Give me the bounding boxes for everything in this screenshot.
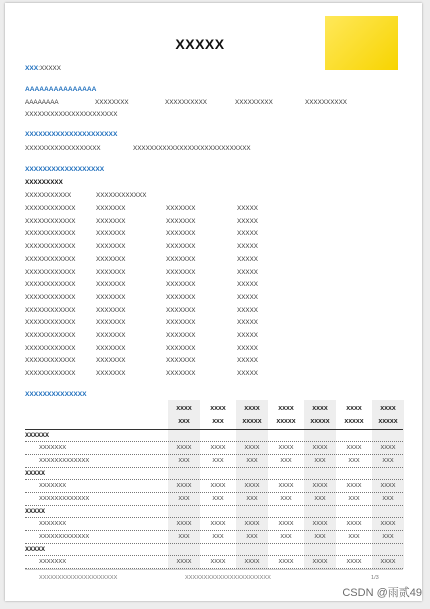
row-label: XXXXXXX xyxy=(39,445,67,451)
table-cell: XXXX xyxy=(176,559,192,565)
table-cell: XXX xyxy=(246,458,258,464)
footer-center: XXXXXXXXXXXXXXXXXXXXXXX xyxy=(185,575,271,581)
schedule-cell: XXXXXXX xyxy=(96,319,126,327)
table-cell: XXXX xyxy=(244,559,260,565)
schedule-cell: XXXXX xyxy=(237,217,258,225)
column-header: XXXX xyxy=(244,406,260,412)
column-header: XXXX xyxy=(312,406,328,412)
section1-line2: XXXXXXXXXXXXXXXXXXXXXX xyxy=(25,111,118,118)
column-header: XXX xyxy=(212,419,224,425)
section1-field-3: XXXXXXXXXX xyxy=(165,99,207,106)
table-cell: XXXX xyxy=(244,483,260,489)
schedule-cell: XXXXXXX xyxy=(166,370,196,378)
column-header: XXXX xyxy=(346,406,362,412)
table-cell: XXX xyxy=(348,534,360,540)
table-cell: XXXX xyxy=(278,559,294,565)
row-divider xyxy=(25,543,403,544)
row-label: XXXXXXXXXXXXX xyxy=(39,458,90,464)
column-header: XXX xyxy=(178,419,190,425)
schedule-cell: XXXXX xyxy=(237,243,258,251)
header-value: XXXXX xyxy=(39,65,61,72)
table-cell: XXXX xyxy=(346,559,362,565)
schedule-cell: XXXXXXX xyxy=(96,243,126,251)
table-cell: XXXX xyxy=(380,483,396,489)
table-cell: XXX xyxy=(382,458,394,464)
group-label: XXXXX xyxy=(25,547,46,553)
section2-right: XXXXXXXXXXXXXXXXXXXXXXXXXXXX xyxy=(133,145,251,152)
schedule-cell: XXXXXXX xyxy=(96,306,126,314)
section1-field-4: XXXXXXXXX xyxy=(235,99,273,106)
table-cell: XXX xyxy=(280,534,292,540)
table-cell: XXXX xyxy=(380,445,396,451)
schedule-cell: XXXXXXXXXXXX xyxy=(25,268,76,276)
schedule-cell: XXXXXXXXXXXX xyxy=(25,255,76,263)
row-divider xyxy=(25,454,403,455)
column-header: XXXX xyxy=(176,406,192,412)
schedule-cell: XXXXXXXXXXXX xyxy=(25,306,76,314)
schedule-cell: XXXXXXX xyxy=(166,357,196,365)
table-cell: XXX xyxy=(314,534,326,540)
schedule-cell: XXXXXXX xyxy=(96,293,126,301)
table-cell: XXXX xyxy=(176,445,192,451)
table-cell: XXXX xyxy=(210,445,226,451)
schedule-cell: XXXXXXXXXXXX xyxy=(25,332,76,339)
table-cell: XXX xyxy=(382,496,394,502)
schedule-cell: XXXXXXX xyxy=(166,344,196,352)
row-divider xyxy=(25,517,403,518)
schedule-cell: XXXXXXX xyxy=(96,332,126,339)
table-cell: XXXX xyxy=(210,521,226,527)
schedule-cell: XXXXXXXXXXXX xyxy=(25,293,76,301)
section2-left: XXXXXXXXXXXXXXXXXX xyxy=(25,145,101,152)
schedule-cell: XXXXXXX xyxy=(96,268,126,276)
row-label: XXXXXXX xyxy=(39,483,67,489)
schedule-cell: XXXXXXXXXXXX xyxy=(25,205,76,212)
column-header: XXXX xyxy=(380,406,396,412)
schedule-cell: XXXXXXX xyxy=(166,293,196,301)
page-number: 1/3 xyxy=(371,575,379,581)
section2-heading: XXXXXXXXXXXXXXXXXXXXX xyxy=(25,131,118,138)
section1-field-2: XXXXXXXX xyxy=(95,99,129,106)
schedule-cell: XXXXX xyxy=(237,230,258,238)
schedule-cell: XXXXXXX xyxy=(166,205,196,212)
schedule-cell: XXXXXXX xyxy=(166,281,196,289)
table-cell: XXXX xyxy=(278,483,294,489)
column-header: XXXXX xyxy=(378,419,398,425)
row-divider xyxy=(25,505,403,506)
section1-field-5: XXXXXXXXXX xyxy=(305,99,347,106)
schedule-cell: XXXXXXX xyxy=(166,332,196,339)
table-cell: XXXX xyxy=(312,445,328,451)
table-cell: XXXX xyxy=(244,445,260,451)
table-cell: XXX xyxy=(280,496,292,502)
schedule-cell: XXXXXXX xyxy=(96,217,126,225)
table-cell: XXXX xyxy=(312,483,328,489)
section1-heading: AAAAAAAAAAAAAAA xyxy=(25,86,97,93)
table-cell: XXXX xyxy=(210,559,226,565)
table-cell: XXXX xyxy=(176,483,192,489)
document-title: XXXXX xyxy=(175,36,225,52)
table-cell: XXX xyxy=(212,534,224,540)
table-cell: XXXX xyxy=(346,521,362,527)
table-cell: XXX xyxy=(280,458,292,464)
table-cell: XXXX xyxy=(176,521,192,527)
schedule-cell: XXXXXXXXXXXX xyxy=(25,344,76,352)
schedule-cell: XXXXXXX xyxy=(96,344,126,352)
schedule-cell: XXXXX xyxy=(237,357,258,365)
schedule-cell: XXXXX xyxy=(237,293,258,301)
table-cell: XXX xyxy=(348,496,360,502)
schedule-cell: XXXXXXX xyxy=(96,205,126,212)
table-cell: XXX xyxy=(246,496,258,502)
row-label: XXXXXXX xyxy=(39,559,67,565)
table-cell: XXX xyxy=(178,534,190,540)
schedule-cell: XXXXX xyxy=(237,281,258,289)
column-header: XXXX xyxy=(210,406,226,412)
schedule-cell: XXXXXXX xyxy=(96,230,126,238)
schedule-cell: XXXXXXX xyxy=(96,281,126,289)
schedule-cell: XXXXX xyxy=(237,306,258,314)
schedule-cell: XXXXXXXXXXXX xyxy=(25,370,76,378)
table-cell: XXXX xyxy=(278,445,294,451)
schedule-cell: XXXXXXXXXXXX xyxy=(25,217,76,225)
schedule-cell: XXXXX xyxy=(237,370,258,378)
schedule-cell: XXXXXXXXXXXX xyxy=(25,319,76,327)
row-divider xyxy=(25,492,403,493)
table-cell: XXXX xyxy=(346,445,362,451)
schedule-cell: XXXXXXXXXXXX xyxy=(25,357,76,365)
schedule-cell: XXXXX xyxy=(237,255,258,263)
table-cell: XXX xyxy=(348,458,360,464)
table-cell: XXX xyxy=(178,496,190,502)
header-rule xyxy=(25,429,403,430)
table-cell: XXXX xyxy=(244,521,260,527)
row-divider xyxy=(25,441,403,442)
table-cell: XXXX xyxy=(312,521,328,527)
section3-heading: XXXXXXXXXXXXXXXXXX xyxy=(25,166,105,173)
row-label: XXXXXXX xyxy=(39,521,67,527)
section1-field-1: AAAAAAAA xyxy=(25,99,59,106)
group-label: XXXXX xyxy=(25,509,46,515)
row-divider xyxy=(25,530,403,531)
column-header: XXXXX xyxy=(276,419,296,425)
schedule-cell: XXXXXXX xyxy=(166,243,196,251)
schedule-cell: XXXXX xyxy=(237,205,258,212)
schedule-cell: XXXXX xyxy=(237,319,258,327)
schedule-cell: XXXXXXX xyxy=(166,268,196,276)
table-cell: XXX xyxy=(212,458,224,464)
row-label: XXXXXXXXXXXXX xyxy=(39,496,90,502)
table-cell: XXXX xyxy=(312,559,328,565)
section3-header-cell-1: XXXXXXXXXXX xyxy=(25,192,72,199)
group-label: XXXXXX xyxy=(25,433,50,439)
schedule-cell: XXXXXXXXXXXX xyxy=(25,230,76,238)
schedule-cell: XXXXXXX xyxy=(166,319,196,327)
footer-left: XXXXXXXXXXXXXXXXXXXXX xyxy=(39,575,118,581)
group-label: XXXXX xyxy=(25,471,46,477)
row-divider xyxy=(25,555,403,556)
row-label: XXXXXXXXXXXXX xyxy=(39,534,90,540)
schedule-cell: XXXXXXXXXXXX xyxy=(25,281,76,289)
schedule-cell: XXXXXXX xyxy=(166,230,196,238)
table-cell: XXX xyxy=(382,534,394,540)
schedule-cell: XXXXXXX xyxy=(166,255,196,263)
table-cell: XXX xyxy=(314,458,326,464)
schedule-cell: XXXXX xyxy=(237,344,258,352)
schedule-cell: XXXXXXX xyxy=(166,306,196,314)
column-header: XXXXX xyxy=(344,419,364,425)
watermark: CSDN @雨贰49 xyxy=(342,587,422,599)
column-header: XXXX xyxy=(278,406,294,412)
table-cell: XXXX xyxy=(380,521,396,527)
header-label: XXX xyxy=(25,65,39,72)
table-cell: XXXX xyxy=(346,483,362,489)
schedule-cell: XXXXX xyxy=(237,268,258,276)
table-cell: XXX xyxy=(178,458,190,464)
schedule-cell: XXXXXXXXXXXX xyxy=(25,243,76,251)
row-divider xyxy=(25,467,403,468)
column-header: XXXXX xyxy=(242,419,262,425)
table-cell: XXX xyxy=(212,496,224,502)
table-cell: XXXX xyxy=(380,559,396,565)
column-header: XXXXX xyxy=(310,419,330,425)
section3-subheading: XXXXXXXXX xyxy=(25,179,63,186)
table-cell: XXXX xyxy=(278,521,294,527)
schedule-cell: XXXXXXX xyxy=(166,217,196,225)
schedule-cell: XXXXXXX xyxy=(96,255,126,263)
table-cell: XXXX xyxy=(210,483,226,489)
table-cell: XXX xyxy=(314,496,326,502)
section3-header-cell-2: XXXXXXXXXXXX xyxy=(96,192,147,199)
header-field: XXX:XXXXX xyxy=(25,65,61,72)
table-cell: XXX xyxy=(246,534,258,540)
section4-heading: XXXXXXXXXXXXXX xyxy=(25,391,87,398)
schedule-cell: XXXXX xyxy=(237,332,258,339)
footer-divider xyxy=(25,569,403,570)
row-divider xyxy=(25,479,403,480)
schedule-cell: XXXXXXX xyxy=(96,357,126,365)
schedule-cell: XXXXXXX xyxy=(96,370,126,378)
document-page xyxy=(5,3,422,601)
